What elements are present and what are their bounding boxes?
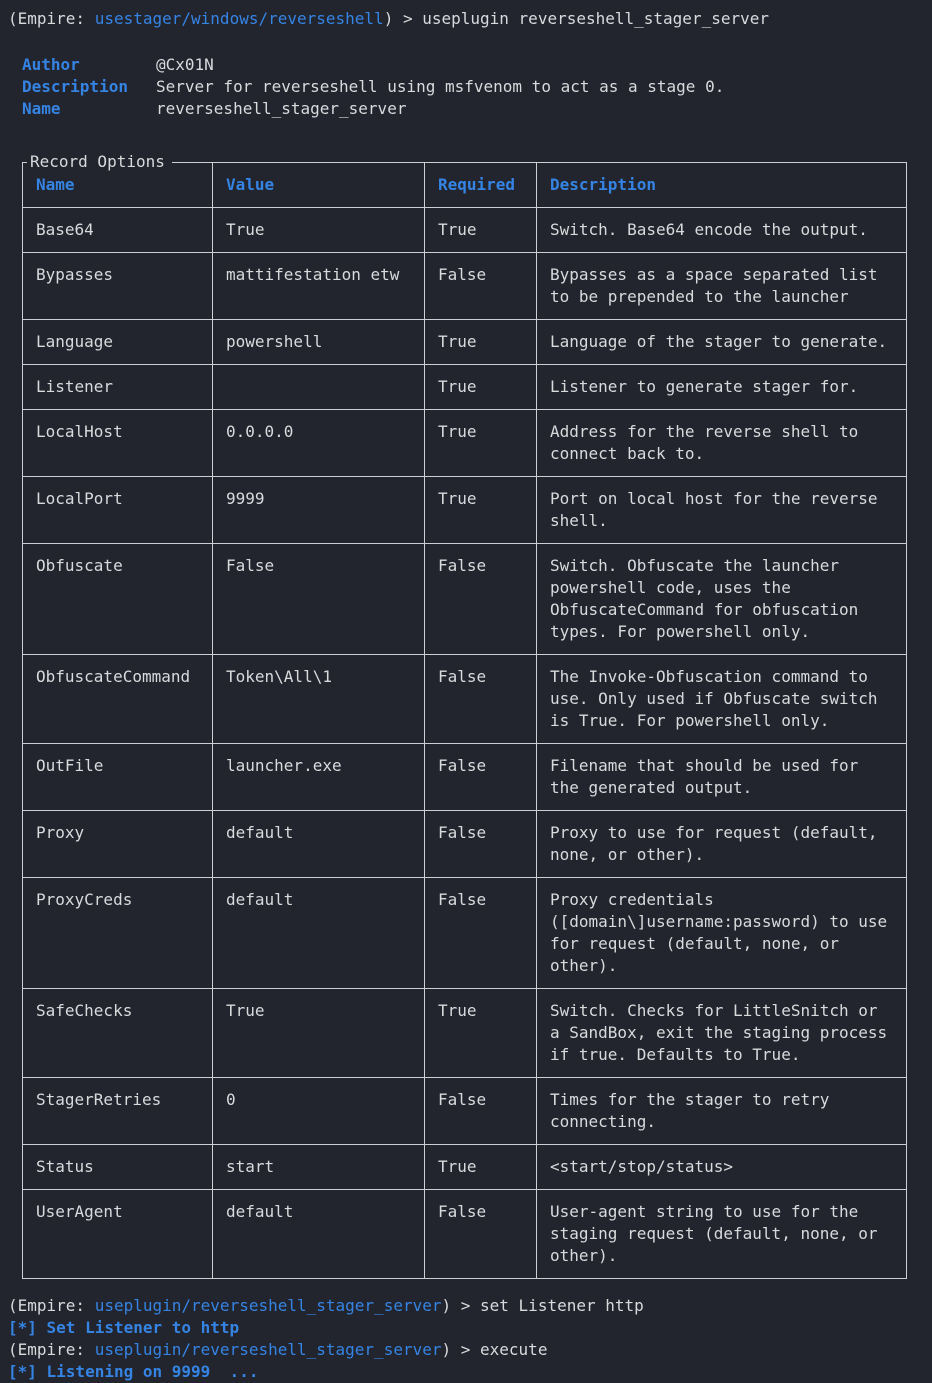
table-row — [23, 811, 907, 878]
cell-name: Bypasses — [23, 253, 213, 320]
cell-name: UserAgent — [23, 1190, 213, 1279]
cell-name: StagerRetries — [23, 1078, 213, 1145]
cell-required: False — [425, 1190, 537, 1279]
prompt-prefix: (Empire: — [8, 1340, 95, 1359]
prompt-path: useplugin/reverseshell_stager_server — [94, 1296, 442, 1315]
prompt-prefix: (Empire: — [8, 1296, 95, 1315]
cell-description: Address for the reverse shell to connect back to. — [537, 410, 907, 477]
footer-lines — [8, 1295, 932, 1383]
cell-description: Proxy to use for request (default, none, or other). — [537, 811, 907, 878]
cell-required: True — [425, 208, 537, 253]
options-table — [22, 162, 907, 1279]
cell-required: True — [425, 1145, 537, 1190]
cell-required: False — [425, 811, 537, 878]
cell-required: False — [425, 878, 537, 989]
cell-required: False — [425, 1078, 537, 1145]
prompt-command: execute — [480, 1340, 548, 1359]
cell-value: 9999 — [213, 477, 425, 544]
header-cell-description: Description — [537, 163, 907, 208]
cell-name: Status — [23, 1145, 213, 1190]
table-row — [23, 989, 907, 1078]
cell-required: False — [425, 744, 537, 811]
cell-name: Language — [23, 320, 213, 365]
cell-value: default — [213, 811, 425, 878]
plugin-info-block — [8, 54, 932, 120]
info-value-name: reverseshell_stager_server — [156, 99, 407, 118]
prompt-command: useplugin reverseshell_stager_server — [422, 9, 769, 28]
prompt-line-execute — [8, 1339, 932, 1361]
cell-value: False — [213, 544, 425, 655]
cell-description: The Invoke-Obfuscation command to use. Only used if Obfuscate switch is True. For powershell only. — [537, 655, 907, 744]
cell-value: launcher.exe — [213, 744, 425, 811]
cell-name: ProxyCreds — [23, 878, 213, 989]
table-row — [23, 410, 907, 477]
cell-description: Times for the stager to retry connecting. — [537, 1078, 907, 1145]
table-row — [23, 1190, 907, 1279]
cell-value: default — [213, 1190, 425, 1279]
record-options-panel — [22, 152, 906, 1279]
cell-value: True — [213, 989, 425, 1078]
cell-description: Proxy credentials ([domain\]username:password) to use for request (default, none, or other). — [537, 878, 907, 989]
cell-name: OutFile — [23, 744, 213, 811]
cell-required: True — [425, 989, 537, 1078]
cell-value: start — [213, 1145, 425, 1190]
table-row — [23, 655, 907, 744]
cell-description: User-agent string to use for the staging request (default, none, or other). — [537, 1190, 907, 1279]
cell-value: True — [213, 208, 425, 253]
cell-name: SafeChecks — [23, 989, 213, 1078]
prompt-path: usestager/windows/reverseshell — [94, 9, 384, 28]
cell-required: True — [425, 477, 537, 544]
table-row — [23, 365, 907, 410]
cell-name: LocalHost — [23, 410, 213, 477]
cell-value: 0 — [213, 1078, 425, 1145]
cell-description: <start/stop/status> — [537, 1145, 907, 1190]
table-row — [23, 744, 907, 811]
record-options-title: Record Options — [27, 151, 172, 173]
cell-description: Switch. Base64 encode the output. — [537, 208, 907, 253]
table-row — [23, 477, 907, 544]
header-cell-required: Required — [425, 163, 537, 208]
table-row — [23, 208, 907, 253]
table-row — [23, 544, 907, 655]
table-row — [23, 1145, 907, 1190]
cell-description: Switch. Checks for LittleSnitch or a SandBox, exit the staging process if true. Defaults to True. — [537, 989, 907, 1078]
cell-name: Listener — [23, 365, 213, 410]
prompt-line-set-listener — [8, 1295, 932, 1317]
cell-required: True — [425, 365, 537, 410]
cell-name: Base64 — [23, 208, 213, 253]
cell-required: True — [425, 410, 537, 477]
cell-value: powershell — [213, 320, 425, 365]
table-row — [23, 878, 907, 989]
prompt-command: set Listener http — [480, 1296, 644, 1315]
table-row — [23, 253, 907, 320]
info-row-description — [22, 76, 932, 98]
options-table-body — [23, 208, 907, 1279]
header-cell-value: Value — [213, 163, 425, 208]
prompt-suffix: ) > — [383, 9, 423, 28]
cell-value: 0.0.0.0 — [213, 410, 425, 477]
status-line-listening: [*] Listening on 9999 ... — [8, 1362, 259, 1381]
cell-value: default — [213, 878, 425, 989]
cell-description: Bypasses as a space separated list to be prepended to the launcher — [537, 253, 907, 320]
cell-description: Listener to generate stager for. — [537, 365, 907, 410]
cell-name: Proxy — [23, 811, 213, 878]
cell-required: False — [425, 253, 537, 320]
status-line-set-listener: [*] Set Listener to http — [8, 1318, 240, 1337]
info-value-description: Server for reverseshell using msfvenom to act as a stage 0. — [156, 77, 725, 96]
cell-required: False — [425, 544, 537, 655]
info-label-name: Name — [22, 99, 61, 118]
prompt-suffix: ) > — [441, 1340, 481, 1359]
info-label-description: Description — [22, 77, 128, 96]
prompt-prefix: (Empire: — [8, 9, 95, 28]
cell-description: Switch. Obfuscate the launcher powershell code, uses the ObfuscateCommand for obfuscation types. For powershell only. — [537, 544, 907, 655]
cell-name: Obfuscate — [23, 544, 213, 655]
cell-name: ObfuscateCommand — [23, 655, 213, 744]
cell-required: True — [425, 320, 537, 365]
table-row — [23, 1078, 907, 1145]
cell-name: LocalPort — [23, 477, 213, 544]
info-value-author: @Cx01N — [156, 55, 214, 74]
cell-required: False — [425, 655, 537, 744]
prompt-path: useplugin/reverseshell_stager_server — [94, 1340, 442, 1359]
info-label-author: Author — [22, 55, 80, 74]
cell-value — [213, 365, 425, 410]
cell-description: Language of the stager to generate. — [537, 320, 907, 365]
info-row-name — [22, 98, 932, 120]
prompt-line-top — [8, 8, 932, 30]
info-row-author — [22, 54, 932, 76]
table-row — [23, 320, 907, 365]
cell-description: Port on local host for the reverse shell. — [537, 477, 907, 544]
cell-value: mattifestation etw — [213, 253, 425, 320]
cell-description: Filename that should be used for the generated output. — [537, 744, 907, 811]
header-cell-name: Name — [23, 163, 213, 208]
prompt-suffix: ) > — [441, 1296, 481, 1315]
cell-value: Token\All\1 — [213, 655, 425, 744]
